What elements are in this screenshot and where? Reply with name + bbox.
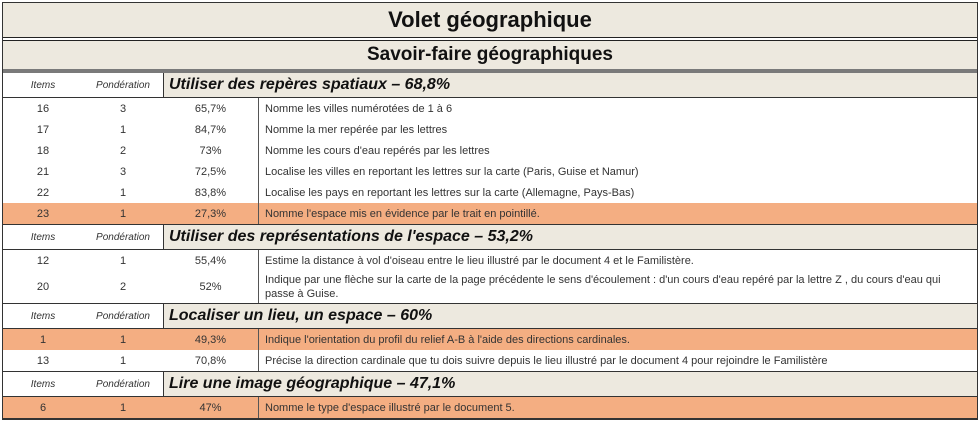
success-rate: 72,5% [194,165,227,178]
results-table [2,2,978,420]
col-header-ponderation: Pondération [83,225,163,249]
table-row [3,250,977,271]
table-row [3,271,977,304]
item-number: 17 [36,123,50,136]
success-rate: 83,8% [194,186,227,199]
page-subtitle: Savoir-faire géographiques [3,40,977,73]
section-title: Localiser un lieu, un espace – 60% [163,304,977,328]
section-header [3,372,977,397]
item-description: Précise la direction cardinale que tu dois suivre depuis le lieu illustré par le document 4 pour rejoindre le Familistère [258,350,977,371]
success-rate: 52% [199,281,222,293]
item-number: 22 [36,186,50,199]
item-description: Estime la distance à vol d'oiseau entre le lieu illustré par le document 4 et le Familistère. [258,250,977,271]
item-number: 16 [36,102,50,115]
ponderation-value: 1 [119,354,127,367]
section-header [3,225,977,250]
ponderation-value: 3 [119,165,127,178]
col-header-items: Items [3,372,83,396]
ponderation-value: 2 [119,144,127,157]
item-number: 20 [36,281,50,293]
ponderation-value: 1 [119,401,127,414]
col-header-ponderation: Pondération [83,73,163,97]
success-rate: 70,8% [194,354,227,367]
item-description: Indique par une flèche sur la carte de la page précédente le sens d'écoulement : d'un cours d'eau repéré par la lettre Z , du cours d'eau qui passe à Guise. [258,271,977,303]
table-row [3,397,977,419]
table-row [3,350,977,372]
section-header [3,304,977,329]
col-header-ponderation: Pondération [83,372,163,396]
table-row [3,98,977,119]
item-number: 23 [36,207,50,220]
item-number: 18 [36,144,50,157]
col-header-ponderation: Pondération [83,304,163,328]
col-header-items: Items [3,225,83,249]
col-header-items: Items [3,73,83,97]
table-row [3,182,977,203]
item-description: Nomme la mer repérée par les lettres [258,119,977,140]
item-number: 12 [36,254,50,267]
success-rate: 65,7% [194,102,227,115]
ponderation-value: 1 [119,207,127,220]
item-number: 1 [39,333,47,346]
item-description: Nomme les villes numérotées de 1 à 6 [258,98,977,119]
ponderation-value: 1 [119,186,127,199]
success-rate: 73% [199,144,222,157]
table-row [3,203,977,225]
item-description: Indique l'orientation du profil du relief A-B à l'aide des directions cardinales. [258,329,977,350]
success-rate: 84,7% [194,123,227,136]
success-rate: 55,4% [194,254,227,267]
item-number: 13 [36,354,50,367]
table-row [3,329,977,350]
page-title: Volet géographique [3,3,977,38]
success-rate: 49,3% [194,333,227,346]
item-description: Nomme l'espace mis en évidence par le trait en pointillé. [258,203,977,224]
item-description: Nomme le type d'espace illustré par le document 5. [258,397,977,418]
section-title: Lire une image géographique – 47,1% [163,372,977,396]
item-description: Localise les villes en reportant les lettres sur la carte (Paris, Guise et Namur) [258,161,977,182]
ponderation-value: 1 [119,123,127,136]
ponderation-value: 2 [119,281,127,293]
item-description: Nomme les cours d'eau repérés par les lettres [258,140,977,161]
table-row [3,140,977,161]
success-rate: 27,3% [194,207,227,220]
item-description: Localise les pays en reportant les lettres sur la carte (Allemagne, Pays-Bas) [258,182,977,203]
section-header [3,73,977,98]
section-title: Utiliser des représentations de l'espace – 53,2% [163,225,977,249]
ponderation-value: 3 [119,102,127,115]
item-number: 6 [39,401,47,414]
sections-container [3,73,977,419]
item-number: 21 [36,165,50,178]
success-rate: 47% [199,401,222,414]
ponderation-value: 1 [119,254,127,267]
ponderation-value: 1 [119,333,127,346]
table-row [3,119,977,140]
col-header-items: Items [3,304,83,328]
section-title: Utiliser des repères spatiaux – 68,8% [163,73,977,97]
table-row [3,161,977,182]
